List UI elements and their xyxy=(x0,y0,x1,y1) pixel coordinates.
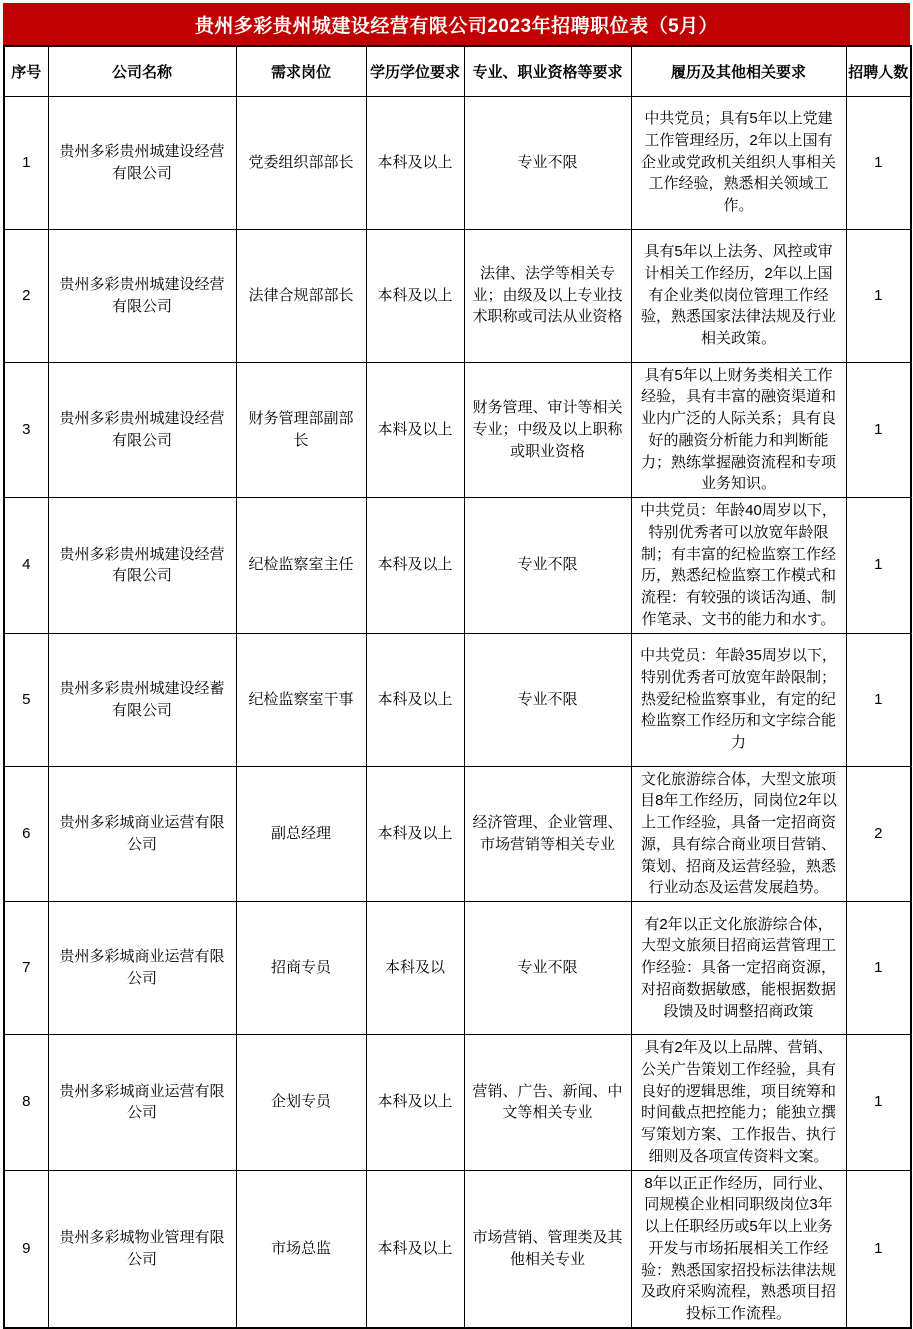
cell-experience: 中共党员；具有5年以上党建工作管理经历，2年以上国有企业或党政机关组织人事相关工作经验，熟悉相关领域工作。 xyxy=(631,96,846,229)
header-row xyxy=(4,46,911,96)
cell-experience: 具有5年以上财务类相关工作经验，具有丰富的融资渠道和业内广泛的人际关系；具有良好的融资分析能力和判断能力；熟练掌握融资流程和专项业务知识。 xyxy=(631,362,846,498)
cell-company: 贵州多彩城商业运营有限公司 xyxy=(48,766,236,902)
cell-count: 1 xyxy=(846,1170,911,1328)
cell-no: 5 xyxy=(4,633,48,766)
cell-company: 贵州多彩城商业运营有限公司 xyxy=(48,1035,236,1171)
cell-position: 财务管理部副部长 xyxy=(236,362,366,498)
cell-education: 本科及以上 xyxy=(366,766,464,902)
cell-count: 2 xyxy=(846,766,911,902)
cell-company: 贵州多彩城商业运营有限公司 xyxy=(48,902,236,1035)
cell-experience: 具有2年及以上品牌、营销、公关广告策划工作经验，具有良好的逻辑思维，项目统筹和时间截点把控能力；能独立撰写策划方案、工作报告、执行细则及各项宣传资料文案。 xyxy=(631,1035,846,1171)
cell-count: 1 xyxy=(846,498,911,634)
cell-position: 市场总监 xyxy=(236,1170,366,1328)
cell-no: 7 xyxy=(4,902,48,1035)
cell-position: 副总经理 xyxy=(236,766,366,902)
cell-experience: 文化旅游综合体，大型文旅项目8年工作经历，同岗位2年以上工作经验，具备一定招商资源，具有综合商业项目营销、策划、招商及运营经验，熟悉行业动态及运营发展趋势。 xyxy=(631,766,846,902)
table-row xyxy=(4,1035,911,1171)
col-header-education: 学历学位要求 xyxy=(366,46,464,96)
cell-education: 本料及以上 xyxy=(366,362,464,498)
cell-position: 纪检监察室主任 xyxy=(236,498,366,634)
cell-company: 贵州多彩贵州城建设经营有限公司 xyxy=(48,96,236,229)
cell-major: 市场营销、管理类及其他相关专业 xyxy=(464,1170,631,1328)
cell-education: 本科及以上 xyxy=(366,498,464,634)
cell-major: 专业不限 xyxy=(464,633,631,766)
table-row xyxy=(4,902,911,1035)
cell-major: 法律、法学等相关专业；由级及以上专业技术职称或司法从业资格 xyxy=(464,229,631,362)
col-header-count: 招聘人数 xyxy=(846,46,911,96)
cell-count: 1 xyxy=(846,1035,911,1171)
cell-company: 贵州多彩贵州城建设经营有限公司 xyxy=(48,498,236,634)
cell-company: 贵州多彩贵州城建设经蓄有限公司 xyxy=(48,633,236,766)
cell-major: 专业不限 xyxy=(464,96,631,229)
cell-no: 8 xyxy=(4,1035,48,1171)
cell-no: 3 xyxy=(4,362,48,498)
col-header-no: 序号 xyxy=(4,46,48,96)
cell-major: 经济管理、企业管理、市场营销等相关专业 xyxy=(464,766,631,902)
cell-count: 1 xyxy=(846,229,911,362)
cell-no: 6 xyxy=(4,766,48,902)
cell-count: 1 xyxy=(846,96,911,229)
cell-major: 财务管理、审计等相关专业；中级及以上职称或职业资格 xyxy=(464,362,631,498)
table-row xyxy=(4,633,911,766)
cell-education: 本科及以上 xyxy=(366,229,464,362)
cell-company: 贵州多彩贵州城建设经营有限公司 xyxy=(48,229,236,362)
col-header-experience: 履历及其他相关要求 xyxy=(631,46,846,96)
cell-no: 9 xyxy=(4,1170,48,1328)
cell-major: 营销、广告、新闻、中文等相关专业 xyxy=(464,1035,631,1171)
cell-experience: 8年以正正作经历，同行业、同规模企业相同职级岗位3年以上任职经历或5年以上业务开发与市场拓展相关工作经验：熟悉国家招投标法律法规及政府采购流程，熟悉项目招投标工作流程。 xyxy=(631,1170,846,1328)
cell-no: 1 xyxy=(4,96,48,229)
table-row xyxy=(4,362,911,498)
cell-experience: 中共党员：年龄40周岁以下，特别优秀者可以放宽年龄限制；有丰富的纪检监察工作经历，熟悉纪检监察工作模式和流程：有较强的谈话沟通、制作笔录、文书的能力和水す。 xyxy=(631,498,846,634)
cell-company: 贵州多彩贵州城建设经营有限公司 xyxy=(48,362,236,498)
cell-experience: 具有5年以上法务、风控或审计相关工作经历，2年以上国有企业类似岗位管理工作经验，熟悉国家法律法规及行业相关政策。 xyxy=(631,229,846,362)
table-row xyxy=(4,96,911,229)
cell-education: 本科及以 xyxy=(366,902,464,1035)
cell-major: 专业不限 xyxy=(464,498,631,634)
cell-position: 党委组织部部长 xyxy=(236,96,366,229)
cell-position: 企划专员 xyxy=(236,1035,366,1171)
cell-education: 本科及以上 xyxy=(366,96,464,229)
cell-count: 1 xyxy=(846,362,911,498)
cell-position: 招商专员 xyxy=(236,902,366,1035)
cell-education: 本科及以上 xyxy=(366,633,464,766)
col-header-major: 专业、职业资格等要求 xyxy=(464,46,631,96)
col-header-position: 需求岗位 xyxy=(236,46,366,96)
cell-education: 本科及以上 xyxy=(366,1170,464,1328)
cell-no: 2 xyxy=(4,229,48,362)
cell-no: 4 xyxy=(4,498,48,634)
cell-count: 1 xyxy=(846,902,911,1035)
table-title: 贵州多彩贵州城建设经营有限公司2023年招聘职位表（5月） xyxy=(3,3,910,45)
cell-position: 纪检监察室干事 xyxy=(236,633,366,766)
cell-position: 法律合规部部长 xyxy=(236,229,366,362)
table-row xyxy=(4,1170,911,1328)
recruitment-table xyxy=(3,45,912,1329)
table-row xyxy=(4,766,911,902)
col-header-company: 公司名称 xyxy=(48,46,236,96)
table-row xyxy=(4,229,911,362)
cell-company: 贵州多彩城物业管理有限公司 xyxy=(48,1170,236,1328)
cell-experience: 有2年以正文化旅游综合体，大型文旅须目招商运营管理工作经验：具备一定招商资源，对招商数据敏感，能根据数据段馈及时调整招商政策 xyxy=(631,902,846,1035)
table-row xyxy=(4,498,911,634)
cell-education: 本科及以上 xyxy=(366,1035,464,1171)
cell-experience: 中共党员：年龄35周岁以下，特别优秀者可放宽年龄限制；热爱纪检监察事业，有定的纪检监察工作经历和文字综合能力 xyxy=(631,633,846,766)
cell-count: 1 xyxy=(846,633,911,766)
cell-major: 专业不限 xyxy=(464,902,631,1035)
